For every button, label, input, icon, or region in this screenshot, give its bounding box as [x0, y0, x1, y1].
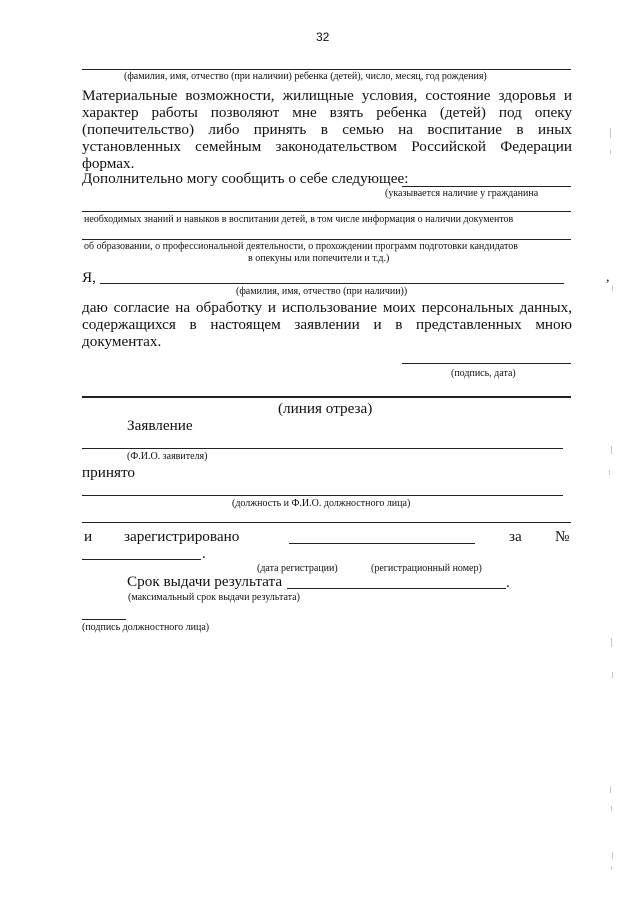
cut-line: [82, 396, 571, 398]
deadline-label: Срок выдачи результата: [127, 573, 283, 590]
signature-date-line: [402, 363, 571, 364]
official-caption: (должность и Ф.И.О. должностного лица): [232, 498, 411, 509]
additional-info-caption: необходимых знаний и навыков в воспитании детей, в том числе информация о наличии документов: [84, 214, 514, 225]
scan-mark: [610, 786, 611, 793]
additional-info-caption: об образовании, о профессиональной деятельности, о прохождении программ подготовки кандидатов: [84, 241, 518, 252]
child-info-caption: (фамилия, имя, отчество (при наличии) ребенка (детей), число, месяц, год рождения): [124, 71, 487, 82]
za-label: за: [509, 528, 522, 545]
page-number: 32: [316, 30, 330, 44]
paragraph-line: характер работы позволяют мне взять ребенка (детей) под опеку: [82, 104, 572, 121]
number-sign: №: [555, 528, 570, 545]
registered-label: зарегистрировано: [124, 528, 240, 545]
paragraph-line: установленных семейным законодательством Российской Федерации: [82, 138, 572, 155]
additional-info-caption: в опекуны или попечители и т.д.): [248, 253, 390, 264]
additional-info-label: Дополнительно могу сообщить о себе следующее:: [82, 170, 409, 187]
applicant-line: [82, 448, 563, 449]
paragraph-line: Материальные возможности, жилищные условия, состояние здоровья и: [82, 87, 572, 104]
ya-label: Я,: [82, 269, 96, 286]
scan-mark: [610, 150, 611, 154]
additional-info-line: [82, 239, 571, 240]
cut-line-label: (линия отреза): [278, 400, 373, 417]
and-label: и: [84, 528, 93, 545]
scan-mark: [612, 852, 613, 859]
fio-line: [100, 283, 564, 284]
reg-number-dot: .: [202, 545, 206, 562]
scan-mark: [612, 285, 613, 291]
paragraph-line: (попечительство) либо принять в семью на воспитание в иных: [82, 121, 572, 138]
reg-number-caption: (регистрационный номер): [371, 563, 482, 574]
signature-date-caption: (подпись, дата): [451, 368, 516, 379]
reg-number-line: [82, 559, 201, 560]
scan-mark: [611, 638, 612, 647]
child-info-line: [82, 69, 571, 70]
scan-mark: [611, 806, 612, 811]
reg-date-line: [289, 543, 475, 544]
registration-top-line: [82, 522, 571, 523]
scan-mark: [611, 866, 612, 870]
margin-comma: ,: [606, 270, 610, 285]
deadline-caption: (максимальный срок выдачи результата): [128, 592, 300, 603]
official-line: [82, 495, 563, 496]
additional-info-line: [402, 186, 571, 187]
consent-line: содержащихся в настоящем заявлении и в представленных мною: [82, 316, 572, 333]
official-signature-caption: (подпись должностного лица): [82, 622, 210, 633]
reg-date-caption: (дата регистрации): [257, 563, 338, 574]
official-signature-line: [82, 619, 126, 620]
scan-mark: [609, 470, 610, 475]
scan-mark: [612, 672, 613, 678]
statement-label: Заявление: [127, 417, 193, 434]
scan-mark: [610, 128, 611, 138]
additional-info-caption: (указывается наличие у гражданина: [385, 188, 539, 199]
additional-info-line: [82, 211, 571, 212]
deadline-dot: .: [506, 574, 510, 591]
consent-line: документах.: [82, 333, 162, 350]
consent-line: даю согласие на обработку и использование моих персональных данных,: [82, 299, 572, 316]
accepted-label: принято: [82, 464, 135, 481]
applicant-caption: (Ф.И.О. заявителя): [127, 451, 208, 462]
deadline-line: [287, 588, 506, 589]
fio-caption: (фамилия, имя, отчество (при наличии)): [236, 286, 408, 297]
paragraph-line: формах.: [82, 155, 135, 172]
scan-mark: [611, 446, 612, 454]
